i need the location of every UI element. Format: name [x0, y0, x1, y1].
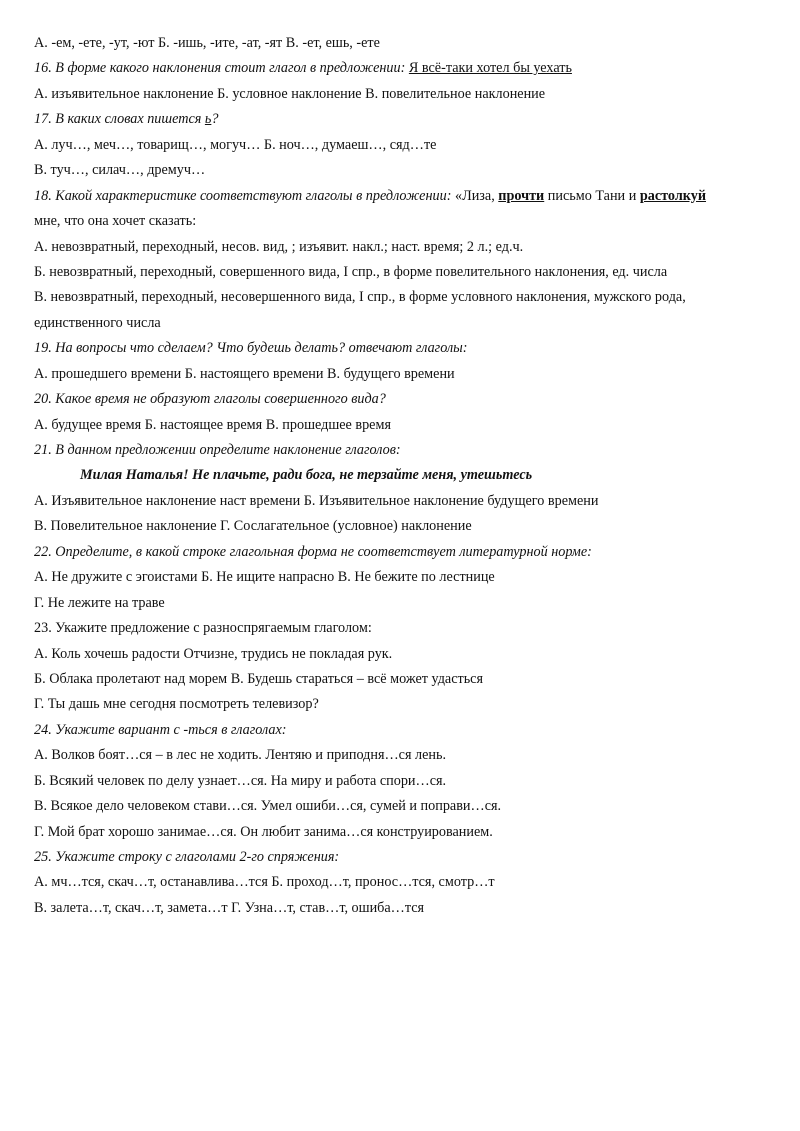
answer-line: А. невозвратный, переходный, несов. вид, ; изъявит. накл.; наст. время; 2 л.; ед.ч. — [34, 238, 524, 255]
answer-line: А. Коль хочешь радости Отчизне, трудись не покладая рук. — [34, 645, 393, 662]
quote-middle: письмо Тани и — [544, 187, 640, 204]
answer-line: Б. Всякий человек по делу узнает…ся. На миру и работа спори…ся. — [34, 772, 447, 789]
question-19: 19. На вопросы что сделаем? Что будешь делать? отвечают глаголы: — [34, 340, 468, 357]
question-23: 23. Укажите предложение с разноспрягаемым глаголом: — [34, 620, 372, 637]
answer-line: А. Изъявительное наклонение наст времени Б. Изъявительное наклонение будущего времени — [34, 492, 599, 509]
quote-continuation: мне, что она хочет сказать: — [34, 213, 197, 230]
answer-line: Б. невозвратный, переходный, совершенного вида, I спр., в форме повелительного наклонения, ед. числа — [34, 263, 668, 280]
quote-start: «Лиза, — [454, 187, 499, 204]
document-page — [34, 31, 774, 921]
answer-line: В. залета…т, скач…т, замета…т Г. Узна…т, став…т, ошиба…тся — [34, 899, 425, 916]
question-text: 17. В каких словах пишется — [34, 111, 205, 128]
example-sentence: Милая Наталья! Не плачьте, ради бога, не терзайте меня, утешьтесь — [80, 467, 533, 484]
answer-line: А. прошедшего времени Б. настоящего времени В. будущего времени — [34, 365, 455, 382]
answer-line: Г. Мой брат хорошо занимае…ся. Он любит занима…ся конструированием. — [34, 823, 493, 840]
question-21: 21. В данном предложении определите наклонение глаголов: — [34, 442, 401, 458]
answer-line: Г. Ты дашь мне сегодня посмотреть телевизор? — [34, 696, 319, 713]
answer-line: В. невозвратный, переходный, несовершенного вида, I спр., в форме условного наклонения, мужского рода, — [34, 289, 686, 306]
answer-line: единственного числа — [34, 314, 161, 331]
answer-line: А. изъявительное наклонение Б. условное наклонение В. повелительное наклонение — [34, 85, 546, 102]
underlined-sentence: Я всё-таки хотел бы уехать — [408, 60, 572, 77]
question-25: 25. Укажите строку с глаголами 2-го спряжения: — [34, 849, 340, 865]
answer-line: А. Не дружите с эгоистами Б. Не ищите напрасно В. Не бежите по лестнице — [34, 569, 495, 586]
answer-line: Г. Не лежите на траве — [34, 594, 165, 611]
answer-line: А. луч…, меч…, товарищ…, могуч… Б. ноч…, думаеш…, сяд…те — [34, 136, 437, 153]
answer-line: А. будущее время Б. настоящее время В. прошедшее время — [34, 416, 391, 433]
answer-line: А. мч…тся, скач…т, останавлива…тся Б. проход…т, пронос…тся, смотр…т — [34, 874, 495, 891]
answer-line: В. Всякое дело человеком стави…ся. Умел ошиби…ся, сумей и поправи…ся. — [34, 798, 502, 815]
question-mark: ? — [211, 111, 219, 128]
question-16 — [34, 56, 774, 81]
answer-line: В. Повелительное наклонение Г. Сослагательное (условное) наклонение — [34, 518, 472, 535]
answer-line: А. -ем, -ете, -ут, -ют Б. -ишь, -ите, -ат, -ят В. -ет, ешь, -ете — [34, 35, 380, 51]
question-20: 20. Какое время не образуют глаголы совершенного вида? — [34, 391, 386, 408]
question-18 — [34, 184, 774, 209]
question-22: 22. Определите, в какой строке глагольная форма не соответствует литературной норме: — [34, 543, 592, 560]
answer-line: Б. Облака пролетают над морем В. Будешь стараться – всё может удасться — [34, 670, 484, 687]
question-text: 16. В форме какого наклонения стоит глагол в предложении: — [34, 60, 409, 77]
question-24: 24. Укажите вариант с -ться в глаголах: — [34, 721, 287, 738]
underlined-letter: ь — [204, 111, 212, 128]
question-text: 18. Какой характеристике соответствуют глаголы в предложении: — [34, 187, 455, 204]
highlighted-verb: растолкуй — [639, 187, 707, 204]
answer-line: В. туч…, силач…, дремуч… — [34, 162, 206, 179]
answer-line: А. Волков боят…ся – в лес не ходить. Лентяю и приподня…ся лень. — [34, 747, 447, 764]
highlighted-verb: прочти — [498, 187, 545, 204]
question-17 — [34, 107, 774, 132]
